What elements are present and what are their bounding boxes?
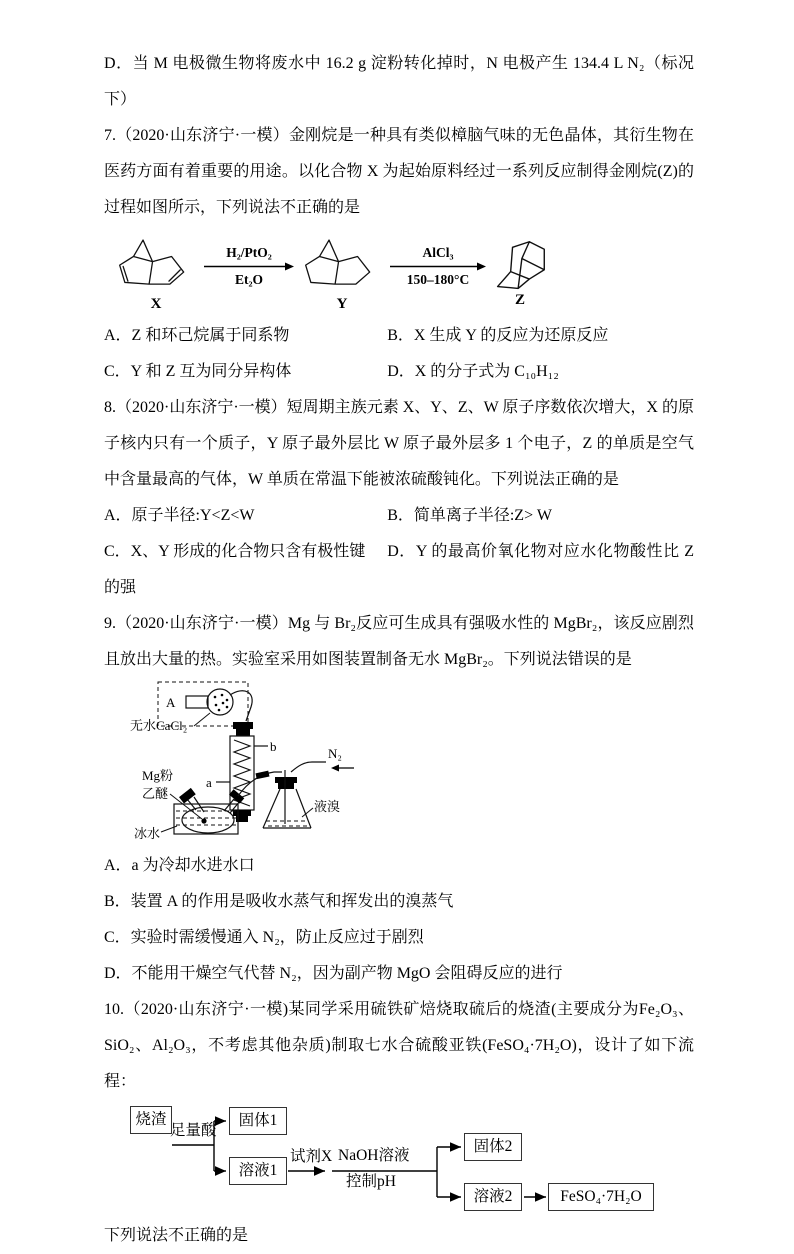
- molecule-x-label: X: [150, 295, 162, 312]
- drying-tube-stub: [186, 696, 208, 708]
- q7-stem: 7.（2020·山东济宁·一模）金刚烷是一种具有类似樟脑气味的无色晶体，其衍生物在医药方面有着重要的用途。以化合物 X 为起始原料经过一系列反应制得金刚烷(Z)的过程如图所示，下列说法不正确的是: [104, 127, 694, 216]
- q9-stem: 9.（2020·山东济宁·一模）Mg 与 Br₂反应可生成具有强吸水性的 MgBr₂，该反应剧烈且放出大量的热。实验室采用如图装置制备无水 MgBr₂。下列说法错误的是: [104, 615, 694, 668]
- reaction-step-2: [390, 245, 486, 288]
- q7-options-row-cd: [104, 354, 694, 390]
- reaction-step-1: [204, 245, 294, 288]
- flow-edge-acid-label: 足量酸: [170, 1122, 217, 1139]
- step1-reagent: H₂/PtO₂: [226, 244, 272, 260]
- ether-label: 乙醚: [142, 786, 169, 801]
- left-neck-stopper: [179, 788, 196, 804]
- flow-edge-naoh-label: NaOH溶液: [338, 1147, 410, 1164]
- port-b-label: b: [270, 739, 277, 754]
- ice-water-pointer: [161, 826, 177, 832]
- flow-node-solution1: 溶液1: [229, 1157, 287, 1185]
- reaction-arrow-icon: [204, 262, 294, 271]
- flow-node-solid1: 固体1: [229, 1107, 287, 1135]
- q7-option-a: A．Z 和环己烷属于同系物: [104, 327, 290, 344]
- q8-option-c: C．X、Y 形成的化合物只含有极性键: [104, 543, 366, 560]
- molecule-x: [112, 234, 200, 313]
- desiccant-dots: [214, 694, 229, 712]
- cacl2-label: 无水CaCl₂: [130, 718, 188, 733]
- molecule-y-structure: [298, 234, 386, 298]
- flow-node-solution2: 溶液2: [464, 1183, 522, 1211]
- molecule-x-structure: [112, 234, 200, 298]
- q9-apparatus-diagram: [130, 680, 362, 846]
- n2-arrowhead-icon: [331, 765, 339, 772]
- mg-powder-label: Mg粉: [142, 768, 174, 783]
- q7-options-row-ab: [104, 318, 694, 354]
- molecule-z-label: Z: [514, 291, 525, 308]
- liquid-bromine-label: 液溴: [314, 799, 341, 814]
- q8-options-row-cd: [104, 534, 694, 606]
- q6-option-d: D．当 M 电极微生物将废水中 16.2 g 淀粉转化掉时，N 电极产生 134.4 L N₂（标况下）: [104, 55, 694, 108]
- flow-node-product: FeSO₄·7H₂O: [548, 1183, 654, 1211]
- molecule-y-label: Y: [336, 295, 348, 312]
- stopper-top: [233, 722, 253, 729]
- erlenmeyer-flask: [263, 789, 311, 828]
- reaction-arrow-icon: [390, 262, 486, 271]
- mg-powder-dot: [201, 818, 206, 823]
- device-a-label: A: [166, 695, 176, 710]
- q10-stem: 10.（2020·山东济宁·一模)某同学采用硫铁矿焙烧取硫后的烧渣(主要成分为Fe₂O₃、SiO₂、Al₂O₃，不考虑其他杂质)制取七水合硫酸亚铁(FeSO₄·7H₂O)，设计了如下流程：: [104, 1001, 694, 1090]
- n2-label: N₂: [328, 746, 342, 761]
- molecule-z: [490, 238, 550, 309]
- drying-bulb: [207, 689, 233, 715]
- q7-reaction-scheme: [112, 230, 694, 316]
- step2-reagent: AlCl₃: [422, 244, 454, 260]
- ice-water-bath: [174, 804, 238, 834]
- q7-option-b: B．X 生成 Y 的反应为还原反应: [387, 327, 609, 344]
- bromine-liquid-lines: [266, 821, 309, 826]
- flow-edge-ph-label: 控制pH: [346, 1173, 396, 1190]
- flow-edge-reagent-x-label: 试剂X: [290, 1148, 333, 1165]
- n2-inlet-tube: [291, 762, 326, 772]
- q9-option-b: B．装置 A 的作用是吸收水蒸气和挥发出的溴蒸气: [104, 893, 454, 910]
- port-a-label: a: [206, 775, 212, 790]
- bent-tube: [230, 691, 252, 721]
- erlenmeyer-stopper-2: [278, 783, 294, 789]
- q7-option-c: C．Y 和 Z 互为同分异构体: [104, 363, 292, 380]
- step2-condition: 150–180°C: [406, 271, 470, 287]
- tube-connector-band: [256, 771, 270, 780]
- q9-option-c: C．实验时需缓慢通入 N₂，防止反应过于剧烈: [104, 929, 424, 946]
- ice-water-label: 冰水: [134, 826, 161, 841]
- q8-options-row-ab: [104, 498, 694, 534]
- q10-flowchart: [130, 1106, 670, 1216]
- flow-node-solid2: 固体2: [464, 1133, 522, 1161]
- q8-option-b: B．简单离子半径:Z> W: [387, 507, 552, 524]
- q8-option-a: A．原子半径:Y<Z<W: [104, 507, 255, 524]
- molecule-z-structure: [490, 238, 550, 294]
- flow-node-shaozha: 烧渣: [130, 1106, 172, 1134]
- q9-option-a: A．a 为冷却水进水口: [104, 857, 255, 874]
- stopper-top-2: [236, 729, 250, 736]
- cacl2-pointer: [194, 713, 210, 726]
- q8-stem: 8.（2020·山东济宁·一模）短周期主族元素 X、Y、Z、W 原子序数依次增大，X 的原子核内只有一个质子，Y 原子最外层比 W 原子最外层多 1 个电子，Z 的单质是空气中含量最高的气体，W 单质在常温下能被浓硫酸钝化。下列说法正确的是: [104, 399, 694, 488]
- q9-option-d: D．不能用干燥空气代替 N₂，因为副产物 MgO 会阻碍反应的进行: [104, 965, 563, 982]
- exam-page: [104, 46, 694, 1254]
- q10-footer: 下列说法不正确的是: [104, 1227, 249, 1244]
- q8-option-d: D．Y 的最高价氧化物对应水化物酸性比 Z 的强: [104, 543, 694, 596]
- q7-option-d: D．X 的分子式为 C₁₀H₁₂: [387, 363, 559, 380]
- molecule-y: [298, 234, 386, 313]
- step1-solvent: Et₂O: [234, 271, 264, 287]
- erlenmeyer-stopper: [275, 777, 297, 783]
